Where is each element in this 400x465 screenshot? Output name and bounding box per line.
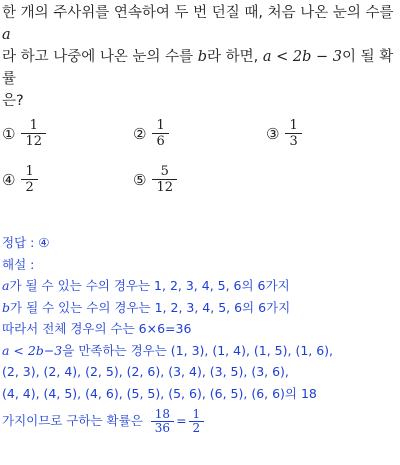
choice-1[interactable]	[2, 118, 44, 149]
choice-fraction: $\frac{1}{2}$	[23, 164, 35, 195]
choice-marker: ①	[2, 124, 16, 143]
condition-expression: a < 2b − 3	[262, 49, 343, 65]
answer-line: 정답 : ④	[2, 235, 50, 250]
explanation-line-a: a가 될 수 있는 수의 경우는 1, 2, 3, 4, 5, 6의 6가지	[2, 278, 290, 293]
variable-b: b	[197, 49, 208, 65]
choice-marker: ④	[2, 170, 16, 189]
choice-3[interactable]	[266, 118, 300, 149]
question-line-2: 라 하고 나중에 나온 눈의 수를 b라 하면, a < 2b − 3이 될 확률	[2, 49, 394, 87]
choice-fraction: $\frac{1}{3}$	[287, 118, 299, 149]
explanation-line-b: b가 될 수 있는 수의 경우는 1, 2, 3, 4, 5, 6의 6가지	[2, 299, 291, 315]
variable-a: a	[2, 27, 11, 43]
choice-marker: ③	[266, 124, 280, 143]
question-line-3: 은?	[2, 93, 24, 109]
explanation-line-total: 따라서 전체 경우의 수는 6×6=36	[2, 321, 192, 336]
choice-fraction: $\frac{1}{12}$	[23, 118, 44, 149]
final-fraction-2: $\frac{1}{2}$	[191, 408, 203, 435]
question-text	[2, 2, 398, 112]
explanation-line-final: 가지이므로 구하는 확률은 $\frac{18}{36}$ = $\frac{1}{2}$	[2, 404, 398, 438]
choice-2[interactable]	[133, 118, 167, 149]
choice-marker: ⑤	[133, 170, 147, 189]
explanation-line-condition: a < 2b−3을 만족하는 경우는 (1, 3), (1, 4), (1, 5), (1, 6),	[2, 342, 334, 358]
choice-fraction: $\frac{1}{6}$	[154, 118, 166, 149]
question-line-1: 한 개의 주사위를 연속하여 두 번 던질 때, 처음 나온 눈의 수를 a	[2, 5, 394, 43]
explanation-line-pairs-3: (4, 4), (4, 5), (4, 6), (5, 5), (5, 6), (6, 5), (6, 6)의 18	[2, 385, 317, 401]
choice-4[interactable]	[2, 164, 36, 195]
final-fraction-1: $\frac{18}{36}$	[153, 408, 172, 435]
explanation-label: 해설 :	[2, 256, 35, 272]
solution-block	[2, 232, 398, 438]
choice-marker: ②	[133, 124, 147, 143]
choice-fraction: $\frac{5}{12}$	[154, 164, 175, 195]
choice-5[interactable]	[133, 164, 175, 195]
explanation-line-pairs-2: (2, 3), (2, 4), (2, 5), (2, 6), (3, 4), (3, 5), (3, 6),	[2, 364, 289, 379]
